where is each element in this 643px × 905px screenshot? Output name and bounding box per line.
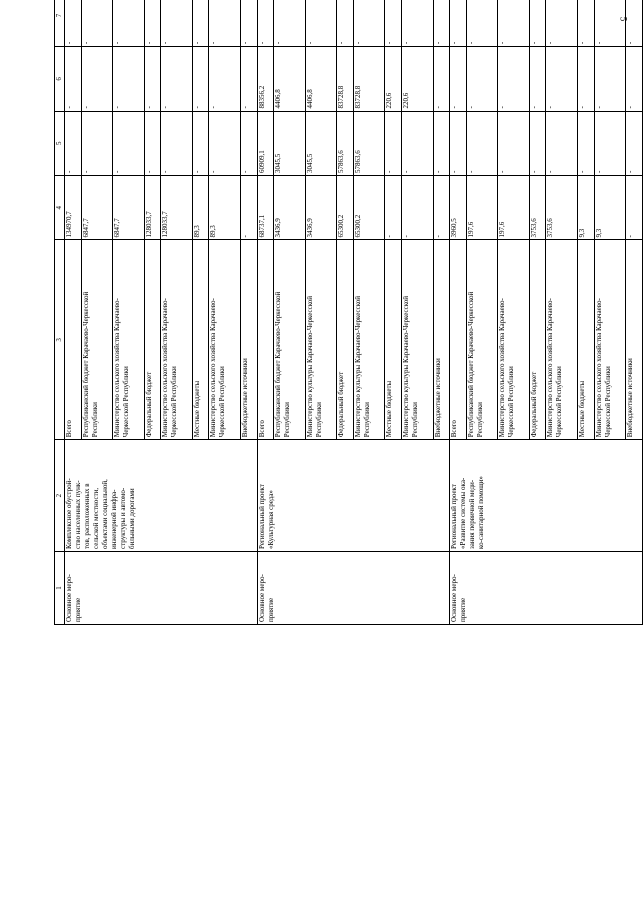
column-header: 3 [55, 240, 65, 440]
value-cell: - [450, 111, 467, 175]
funding-source-cell: Министерство сельского хозяйства Карачаево- Черкесской Республики [594, 240, 626, 440]
value-cell: - [466, 111, 498, 175]
value-cell: - [161, 0, 193, 47]
value-cell: - [529, 47, 546, 111]
value-cell: 197,6 [498, 175, 530, 239]
rotated-table-container [54, 0, 643, 625]
value-cell: 65300,2 [353, 175, 385, 239]
value-cell: 57863,6 [337, 111, 354, 175]
value-cell: - [240, 0, 257, 47]
value-cell: 197,6 [466, 175, 498, 239]
value-cell: - [65, 111, 82, 175]
value-cell: 220,6 [401, 47, 433, 111]
value-cell: - [240, 175, 257, 239]
value-cell: - [161, 47, 193, 111]
value-cell: - [161, 111, 193, 175]
value-cell: - [240, 111, 257, 175]
page-number: 5 [618, 16, 629, 22]
funding-source-cell: Министерство сельского хозяйства Карачаево- Черкесской Республики [113, 240, 145, 440]
column-header: 6 [55, 47, 65, 111]
value-cell: 3753,6 [546, 175, 578, 239]
value-cell: - [577, 47, 594, 111]
value-cell: 3045,5 [274, 111, 306, 175]
funding-source-cell: Министерство сельского хозяйства Карачаево- Черкесской Республики [546, 240, 578, 440]
value-cell: - [466, 47, 498, 111]
value-cell: 220,6 [385, 47, 402, 111]
value-cell: - [65, 47, 82, 111]
value-cell: - [594, 0, 626, 47]
value-cell: 60909,1 [257, 111, 274, 175]
value-cell: 89,3 [209, 175, 241, 239]
funding-source-cell: Внебюджетные источники [626, 240, 643, 440]
value-cell: 3436,9 [305, 175, 337, 239]
value-cell: 83728,8 [337, 47, 354, 111]
value-cell: 83728,8 [353, 47, 385, 111]
header-row [55, 0, 65, 625]
value-cell: - [546, 111, 578, 175]
event-name-cell: Комплексное обустрой- ство населенных пунк- тов, расположенных в сельской местности, объектами социальной, инженерной инфра- структуры и автомо- бильными дорогами [65, 440, 258, 552]
funding-source-cell: Внебюджетные источники [240, 240, 257, 440]
value-cell: - [113, 47, 145, 111]
funding-source-cell: Местные бюджеты [577, 240, 594, 440]
value-cell: - [546, 47, 578, 111]
value-cell: 3960,5 [450, 175, 467, 239]
value-cell: 88356,2 [257, 47, 274, 111]
value-cell: - [274, 0, 306, 47]
value-cell: - [385, 0, 402, 47]
value-cell: - [81, 111, 113, 175]
value-cell: - [192, 0, 209, 47]
value-cell: - [401, 0, 433, 47]
budget-table [54, 0, 643, 625]
funding-source-cell: Федеральный бюджет [337, 240, 354, 440]
value-cell: 9,3 [577, 175, 594, 239]
value-cell: - [305, 0, 337, 47]
value-cell: - [546, 0, 578, 47]
value-cell: - [192, 111, 209, 175]
value-cell: - [594, 111, 626, 175]
value-cell: - [594, 47, 626, 111]
value-cell: - [577, 111, 594, 175]
document-table-area [54, 13, 643, 862]
funding-source-cell: Республиканский бюджет Карачаево-Черкесской Республики [274, 240, 306, 440]
value-cell: - [626, 0, 643, 47]
funding-source-cell: Министерство культуры Карачаево-Черкесской Республики [305, 240, 337, 440]
value-cell: - [401, 111, 433, 175]
value-cell: - [450, 47, 467, 111]
value-cell: 65300,2 [337, 175, 354, 239]
funding-source-cell: Местные бюджеты [192, 240, 209, 440]
value-cell: - [209, 111, 241, 175]
value-cell: 57863,6 [353, 111, 385, 175]
funding-source-cell: Республиканский бюджет Карачаево-Черкесской Республики [466, 240, 498, 440]
event-name-cell: Региональный проект «Развитие системы ока- зания первичной меди- ко-санитарной помощи» [450, 440, 643, 552]
value-cell: - [626, 47, 643, 111]
funding-source-cell: Министерство культуры Карачаево-Черкесской Республики [353, 240, 385, 440]
value-cell: - [385, 175, 402, 239]
event-name-cell: Региональный проект «Культурная среда» [257, 440, 450, 552]
value-cell: - [209, 47, 241, 111]
event-type-cell: Основное меро- приятие [65, 551, 258, 624]
value-cell: 4406,8 [274, 47, 306, 111]
value-cell: 89,3 [192, 175, 209, 239]
value-cell: - [466, 0, 498, 47]
value-cell: 128033,7 [161, 175, 193, 239]
value-cell: - [626, 111, 643, 175]
value-cell: - [529, 0, 546, 47]
event-type-cell: Основное меро- приятие [257, 551, 450, 624]
value-cell: - [626, 175, 643, 239]
value-cell: - [401, 175, 433, 239]
value-cell: 128033,7 [144, 175, 161, 239]
value-cell: - [353, 0, 385, 47]
funding-source-cell: Всего [65, 240, 82, 440]
value-cell: 3436,9 [274, 175, 306, 239]
table-row [257, 0, 274, 625]
funding-source-cell: Всего [257, 240, 274, 440]
funding-source-cell: Министерство культуры Карачаево-Черкесской Республики [401, 240, 433, 440]
funding-source-cell: Министерство сельского хозяйства Карачаево- Черкесской Республики [498, 240, 530, 440]
value-cell: - [240, 47, 257, 111]
event-type-cell: Основное меро- приятие [450, 551, 643, 624]
table-row [65, 0, 82, 625]
funding-source-cell: Внебюджетные источники [433, 240, 450, 440]
value-cell: - [113, 0, 145, 47]
value-cell: - [65, 0, 82, 47]
value-cell: - [433, 111, 450, 175]
value-cell: 4406,8 [305, 47, 337, 111]
value-cell: - [144, 47, 161, 111]
value-cell: - [498, 111, 530, 175]
funding-source-cell: Местные бюджеты [385, 240, 402, 440]
value-cell: - [337, 0, 354, 47]
value-cell: 6847,7 [81, 175, 113, 239]
value-cell: 3753,6 [529, 175, 546, 239]
column-header: 2 [55, 440, 65, 552]
funding-source-cell: Министерство сельского хозяйства Карачаево- Черкесской Республики [209, 240, 241, 440]
funding-source-cell: Федеральный бюджет [144, 240, 161, 440]
value-cell: - [450, 0, 467, 47]
value-cell: - [81, 47, 113, 111]
value-cell: 68737,1 [257, 175, 274, 239]
value-cell: - [209, 0, 241, 47]
value-cell: - [433, 47, 450, 111]
value-cell: 6847,7 [113, 175, 145, 239]
column-header: 7 [55, 0, 65, 47]
value-cell: 3045,5 [305, 111, 337, 175]
value-cell: - [498, 47, 530, 111]
column-header: 5 [55, 111, 65, 175]
column-header: 1 [55, 551, 65, 624]
value-cell: - [498, 0, 530, 47]
value-cell: - [113, 111, 145, 175]
funding-source-cell: Всего [450, 240, 467, 440]
value-cell: - [192, 47, 209, 111]
funding-source-cell: Республиканский бюджет Карачаево-Черкесской Республики [81, 240, 113, 440]
value-cell: - [529, 111, 546, 175]
value-cell: - [144, 0, 161, 47]
value-cell: - [81, 0, 113, 47]
value-cell: - [577, 0, 594, 47]
value-cell: - [433, 175, 450, 239]
funding-source-cell: Министерство сельского хозяйства Карачаево- Черкесской Республики [161, 240, 193, 440]
funding-source-cell: Федеральный бюджет [529, 240, 546, 440]
value-cell: 9,3 [594, 175, 626, 239]
value-cell: 134970,7 [65, 175, 82, 239]
value-cell: - [257, 0, 274, 47]
value-cell: - [433, 0, 450, 47]
value-cell: - [385, 111, 402, 175]
column-header: 4 [55, 175, 65, 239]
value-cell: - [144, 111, 161, 175]
table-row [450, 0, 467, 625]
